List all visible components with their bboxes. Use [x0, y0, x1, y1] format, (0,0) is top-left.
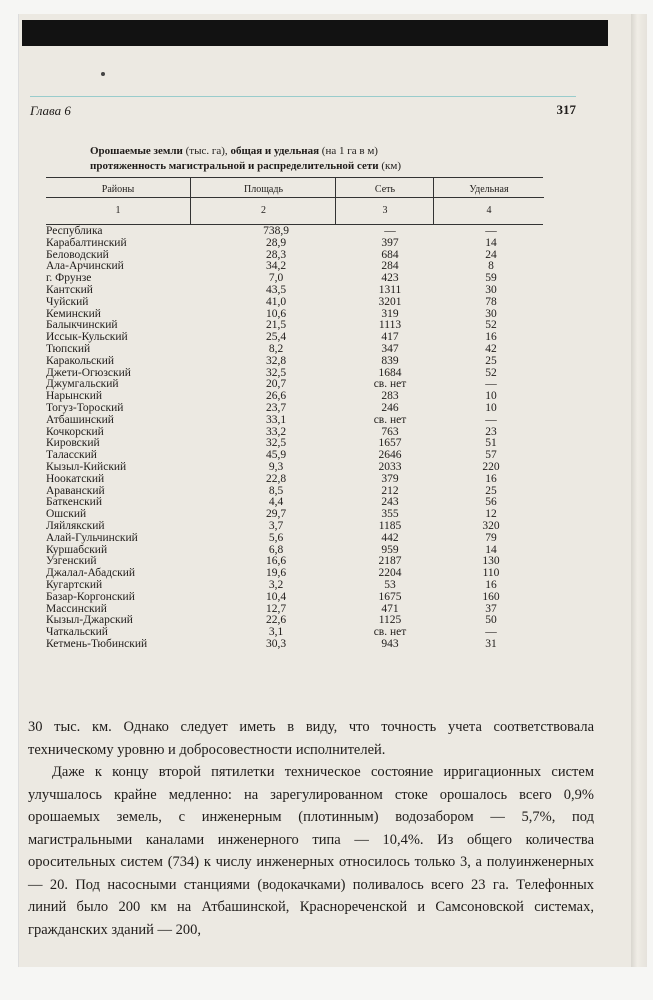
region-name: г. Фрунзе	[46, 272, 92, 285]
table-row	[46, 403, 543, 415]
network-value: 471	[381, 602, 399, 615]
area-value: 41,0	[265, 295, 287, 308]
specific-value: 30	[485, 283, 497, 296]
specific-value: 59	[485, 272, 497, 285]
network-value: 943	[381, 637, 399, 650]
specific-value: 52	[485, 319, 497, 332]
column-number: 2	[261, 205, 266, 216]
title-part: общая и удельная	[230, 145, 320, 157]
specific-value: 14	[485, 236, 497, 249]
region-name: Кеминский	[46, 307, 101, 320]
region-name: Кызыл-Джарский	[46, 614, 133, 627]
area-value: 7,0	[268, 272, 284, 285]
specific-value: —	[485, 626, 497, 639]
network-value: —	[384, 225, 396, 237]
network-value: 397	[381, 236, 399, 249]
region-name: Иссык-Кульский	[46, 331, 128, 344]
network-value: 53	[384, 578, 396, 591]
title-note: (тыс. га),	[185, 145, 228, 157]
region-name: Баткенский	[46, 496, 102, 509]
specific-value: 16	[485, 578, 497, 591]
region-name: Балыкчинский	[46, 319, 118, 332]
page-edge	[631, 14, 647, 967]
specific-value: 52	[485, 366, 497, 379]
table-row	[46, 462, 543, 474]
paragraph: 30 тыс. км. Однако следует иметь в виду, что точность учета соответствовала техническому уровню и добросовестности исполнителей.	[28, 719, 594, 758]
region-name: Алай-Гульчинский	[46, 531, 138, 544]
network-value: 243	[381, 496, 399, 509]
network-value: 1185	[378, 519, 402, 532]
specific-value: 16	[485, 331, 497, 344]
area-value: 3,2	[268, 578, 284, 591]
specific-value: 16	[485, 472, 497, 485]
specific-value: —	[485, 225, 497, 237]
region-name: Джети-Огюзский	[46, 366, 131, 379]
network-value: 212	[381, 484, 399, 497]
specific-value: 220	[482, 460, 500, 473]
region-name: Ала-Арчинский	[46, 260, 124, 273]
specific-value: 110	[482, 567, 500, 580]
network-value: св. нет	[373, 626, 407, 639]
chapter-label: Глава 6	[30, 103, 71, 118]
specific-value: 50	[485, 614, 497, 627]
area-value: 10,4	[265, 590, 287, 603]
specific-value: 160	[482, 590, 500, 603]
network-value: 379	[381, 472, 399, 485]
area-value: 3,1	[268, 626, 284, 639]
area-value: 32,5	[265, 366, 287, 379]
specific-value: 78	[485, 295, 497, 308]
area-value: 6,8	[268, 543, 284, 556]
table-row	[46, 344, 543, 356]
column-label: Удельная	[469, 184, 509, 195]
column-header	[335, 178, 434, 224]
table-row	[46, 332, 543, 344]
network-value: 417	[381, 331, 399, 344]
scan-speck	[101, 72, 105, 76]
specific-value: 14	[485, 543, 497, 556]
specific-value: 56	[485, 496, 497, 509]
specific-value: 51	[485, 437, 497, 450]
area-value: 9,3	[268, 460, 284, 473]
area-value: 28,3	[265, 248, 287, 261]
region-name: Таласский	[46, 449, 97, 462]
column-header	[433, 178, 544, 224]
area-value: 33,1	[265, 413, 287, 426]
specific-value: 31	[485, 637, 497, 650]
specific-value: 12	[485, 508, 497, 521]
table-row	[46, 486, 543, 498]
area-value: 22,6	[265, 614, 287, 627]
table-body	[46, 226, 543, 651]
region-name: Кочкорский	[46, 425, 104, 438]
title-note: (км)	[381, 160, 402, 172]
region-name: Тюпский	[46, 342, 91, 355]
region-name: Каракольский	[46, 354, 115, 367]
region-name: Кугартский	[46, 578, 103, 591]
network-value: 1125	[378, 614, 402, 627]
area-value: 32,5	[265, 437, 287, 450]
area-value: 5,6	[268, 531, 284, 544]
network-value: 423	[381, 272, 399, 285]
area-value: 12,7	[265, 602, 287, 615]
area-value: 25,4	[265, 331, 287, 344]
network-value: 3201	[378, 295, 402, 308]
specific-value: 25	[485, 354, 497, 367]
region-name: Атбашинский	[46, 413, 114, 426]
column-number: 3	[382, 205, 388, 216]
area-value: 30,3	[265, 637, 287, 650]
scan-border	[22, 20, 608, 46]
specific-value: 79	[485, 531, 497, 544]
region-name: Беловодский	[46, 248, 109, 261]
title-part: протяженность магистральной и распределительной сети	[90, 160, 379, 172]
area-value: 28,9	[265, 236, 287, 249]
table-row	[46, 497, 543, 509]
region-name: Тогуз-Тороский	[46, 401, 124, 414]
region-name: Ошский	[46, 508, 87, 521]
specific-value: 130	[482, 555, 500, 568]
region-name: Базар-Коргонский	[46, 590, 135, 603]
body-text	[28, 716, 594, 941]
area-value: 26,6	[265, 390, 287, 403]
area-value: 32,8	[265, 354, 287, 367]
area-value: 4,4	[268, 496, 284, 509]
table-row	[46, 238, 543, 250]
region-name: Кантский	[46, 283, 93, 296]
region-name: Чуйский	[46, 295, 89, 308]
area-value: 23,7	[265, 401, 287, 414]
network-value: 2033	[378, 460, 402, 473]
column-header	[190, 178, 336, 224]
specific-value: 30	[485, 307, 497, 320]
network-value: 347	[381, 342, 399, 355]
area-value: 8,2	[268, 342, 284, 355]
network-value: св. нет	[373, 413, 407, 426]
region-name: Массинский	[46, 602, 107, 615]
network-value: 283	[381, 390, 399, 403]
network-value: 1311	[378, 283, 402, 296]
region-name: Карабалтинский	[46, 236, 127, 249]
specific-value: 23	[485, 425, 497, 438]
region-name: Джумгальский	[46, 378, 119, 391]
area-value: 29,7	[265, 508, 287, 521]
table-row	[46, 368, 543, 380]
specific-value: 320	[482, 519, 500, 532]
column-label: Сеть	[374, 184, 396, 195]
area-value: 45,9	[265, 449, 287, 462]
table-row	[46, 592, 543, 604]
area-value: 21,5	[265, 319, 287, 332]
network-value: 442	[381, 531, 399, 544]
table-row	[46, 285, 543, 297]
table-row	[46, 309, 543, 321]
area-value: 20,7	[265, 378, 287, 391]
table-row	[46, 297, 543, 309]
area-value: 738,9	[263, 225, 289, 237]
area-value: 16,6	[265, 555, 287, 568]
region-name: Араванский	[46, 484, 105, 497]
table-row	[46, 639, 543, 651]
table-row	[46, 474, 543, 486]
network-value: 319	[381, 307, 399, 320]
table-title	[90, 144, 540, 174]
region-name: Кетмень-Тюбинский	[46, 637, 148, 650]
table-row	[46, 533, 543, 545]
area-value: 34,2	[265, 260, 287, 273]
network-value: 284	[381, 260, 399, 273]
region-name: Джалал-Абадский	[46, 567, 136, 580]
region-name: Куршабский	[46, 543, 108, 556]
table-row	[46, 509, 543, 521]
region-name: Нарынский	[46, 390, 103, 403]
running-header	[30, 96, 576, 117]
network-value: 246	[381, 401, 399, 414]
network-value: 355	[381, 508, 399, 521]
table-row	[46, 521, 543, 533]
table-row	[46, 438, 543, 450]
network-value: 1675	[378, 590, 402, 603]
table-row	[46, 568, 543, 580]
specific-value: 24	[485, 248, 497, 261]
area-value: 19,6	[265, 567, 287, 580]
table-row	[46, 427, 543, 439]
area-value: 10,6	[265, 307, 287, 320]
network-value: 1684	[378, 366, 402, 379]
column-number: 1	[115, 205, 121, 216]
network-value: 839	[381, 354, 399, 367]
paragraph: Даже к концу второй пятилетки техническое состояние ирригационных систем улучшалось крайне медленно: на зарегулированном стоке орошалось всего 0,9% орошаемых земель, с инженерным (плотинным) водозабором — 5,7%, под магистральными каналами инженерного типа — 10,4%. Из общего количества оросительных систем (734) к числу инженерных относилось только 3, а полуинженерных — 20. Под насосными станциями (водокачками) поливалось всего 23 га. Телефонных линий было 200 км на Атбашинской, Краснореченской и Самсоновской системах, гражданских зданий — 200,	[28, 764, 594, 938]
column-label: Районы	[101, 184, 135, 195]
table-row	[46, 379, 543, 391]
network-value: 763	[381, 425, 399, 438]
column-number: 4	[486, 205, 492, 216]
table-row	[46, 615, 543, 627]
region-name: Кировский	[46, 437, 100, 450]
specific-value: 57	[485, 449, 497, 462]
title-note: (на 1 га в м)	[321, 145, 378, 157]
area-value: 3,7	[268, 519, 284, 532]
page-number: 317	[556, 102, 576, 117]
area-value: 43,5	[265, 283, 287, 296]
specific-value: 42	[485, 342, 497, 355]
table-row	[46, 261, 543, 273]
region-name: Узгенский	[46, 555, 97, 568]
specific-value: —	[485, 378, 497, 391]
specific-value: 10	[485, 390, 497, 403]
region-name: Ноокатский	[46, 472, 105, 485]
table-header	[46, 177, 543, 225]
specific-value: 8	[488, 260, 494, 273]
table-row	[46, 545, 543, 557]
network-value: 2204	[378, 567, 402, 580]
region-name: Кызыл-Кийский	[46, 460, 127, 473]
title-part: Орошаемые земли	[90, 145, 183, 157]
column-header	[46, 178, 190, 224]
area-value: 22,8	[265, 472, 287, 485]
region-name: Ляйлякский	[46, 519, 105, 532]
table-row	[46, 356, 543, 368]
network-value: св. нет	[373, 378, 407, 391]
specific-value: —	[485, 413, 497, 426]
region-name: Чаткальский	[46, 626, 108, 639]
region-name: Республика	[46, 225, 103, 237]
network-value: 1113	[378, 319, 402, 332]
column-label: Площадь	[244, 184, 283, 195]
area-value: 33,2	[265, 425, 287, 438]
network-value: 2187	[378, 555, 402, 568]
specific-value: 37	[485, 602, 497, 615]
area-value: 8,5	[268, 484, 284, 497]
specific-value: 10	[485, 401, 497, 414]
network-value: 684	[381, 248, 399, 261]
network-value: 2646	[378, 449, 402, 462]
table-row	[46, 580, 543, 592]
table-row	[46, 273, 543, 285]
network-value: 1657	[378, 437, 402, 450]
specific-value: 25	[485, 484, 497, 497]
table-row	[46, 415, 543, 427]
network-value: 959	[381, 543, 399, 556]
